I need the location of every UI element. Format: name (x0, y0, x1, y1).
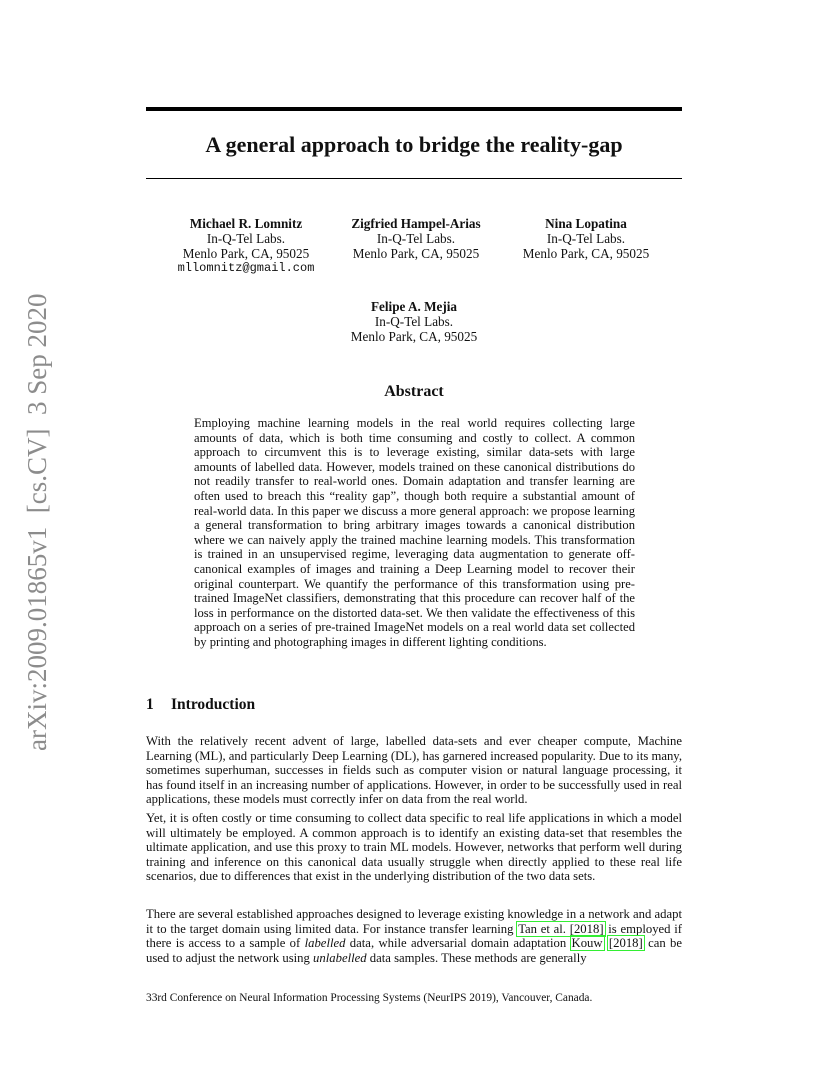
author-address: Menlo Park, CA, 95025 (182, 246, 310, 261)
author-block-3 (506, 216, 666, 261)
abstract-heading: Abstract (384, 383, 444, 400)
author-name: Michael R. Lomnitz (189, 216, 303, 231)
author-block-2 (336, 216, 496, 261)
title-bottom-rule (146, 178, 682, 179)
author-affiliation: In-Q-Tel Labs. (374, 314, 454, 329)
paragraph-text: data samples. These methods are generally (366, 950, 587, 965)
author-affiliation: In-Q-Tel Labs. (206, 231, 286, 246)
abstract-text: Employing machine learning models in the real world requires collecting large amounts of data, which is both time consuming and costly to collect. A common approach to circumvent this is to leverage existing, similar data-sets with large amounts of labelled data. However, models trained on these canonical distributions do not readily transfer to real-world ones. Domain adaptation and transfer learning are often used to breach this “reality gap”, though both require a substantial amount of real-world data. In this paper we discuss a more general approach: we propose learning a general transformation to bring arbitrary images towards a canonical distribution where we can naively apply the trained machine learning models. This transformation is trained in an unsupervised regime, leveraging data augmentation to generate off-canonical examples of images and training a Deep Learning model to recover their original counterpart. We quantify the performance of this transformation using pre-trained ImageNet classifiers, demonstrating that this procedure can recover half of the loss in performance on the distorted data-set. We then validate the effectiveness of this approach on a series of pre-trained ImageNet models on a real world data set collected by printing and photographing images in different lighting conditions. (194, 416, 635, 649)
author-name: Nina Lopatina (545, 216, 627, 231)
citation-link-kouw-year[interactable]: [2018] (608, 936, 643, 951)
author-affiliation: In-Q-Tel Labs. (546, 231, 626, 246)
author-address: Menlo Park, CA, 95025 (352, 246, 480, 261)
author-address: Menlo Park, CA, 95025 (522, 246, 650, 261)
author-name: Zigfried Hampel-Arias (351, 216, 481, 231)
emphasis-text: labelled (304, 936, 346, 951)
paragraph-text: There are several established approaches designed to leverage existing knowledge in a network and adapt it to the target domain using limited data. For instance transfer learning (146, 907, 682, 936)
author-email: mllomnitz@gmail.com (177, 261, 315, 275)
author-block-4 (334, 299, 494, 344)
author-name: Felipe A. Mejia (370, 299, 458, 314)
author-block-1 (166, 216, 326, 276)
author-affiliation: In-Q-Tel Labs. (376, 231, 456, 246)
citation-link-tan-2018[interactable]: Tan et al. [2018] (518, 921, 604, 936)
intro-paragraph-2: Yet, it is often costly or time consuming to collect data specific to real life applications in which a model will ultimately be employed. A common approach is to identify an existing data-set that resembles the ultimate application, and use this proxy to train ML models. However, networks that perform well during training and inference on this canonical data usually struggle when directly applied to these real life scenarios, due to differences that exist in the underlying distribution of the two data sets. (146, 811, 682, 884)
paper-title: A general approach to bridge the reality-gap (205, 132, 623, 157)
emphasis-text: unlabelled (313, 950, 367, 965)
section-number: 1 (146, 696, 154, 713)
section-title: Introduction (171, 696, 256, 713)
intro-paragraph-3 (146, 907, 682, 965)
intro-paragraph-1: With the relatively recent advent of large, labelled data-sets and ever cheaper compute, Machine Learning (ML), and particularly Deep Learning (DL), has garnered increased popularity. Due to its many, sometimes superhuman, successes in fields such as computer vision or natural language processing, it has found itself in an increasing number of applications. However, in order to be successfully used in real applications, these models must correctly infer on data from the real world. (146, 734, 682, 807)
paragraph-text: can be used to adjust the network using (146, 936, 682, 965)
section-heading-introduction (146, 695, 255, 715)
paragraph-text: data, while adversarial domain adaptation (345, 936, 571, 951)
author-address: Menlo Park, CA, 95025 (350, 329, 478, 344)
citation-link-kouw[interactable]: Kouw (571, 936, 603, 951)
arxiv-identifier-stamp: arXiv:2009.01865v1 [cs.CV] 3 Sep 2020 (22, 293, 52, 751)
conference-footer: 33rd Conference on Neural Information Processing Systems (NeurIPS 2019), Vancouver, Canada. (146, 992, 593, 1004)
paragraph-text: is employed if there is access to a sample of (146, 921, 682, 951)
title-top-rule (146, 107, 682, 111)
